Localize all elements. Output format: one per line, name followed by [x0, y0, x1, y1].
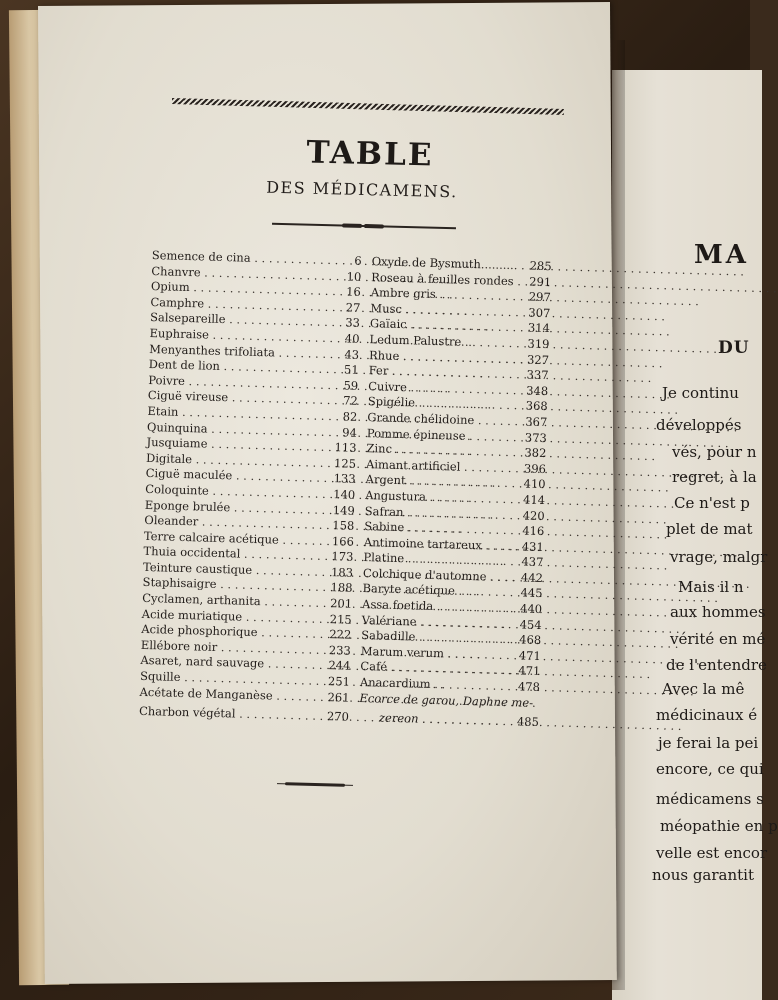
toc-entry-name-text: Ambre gris	[370, 285, 436, 302]
toc-entry-page: 420	[522, 507, 545, 523]
toc-entry-name-text: Baryte acétique	[362, 581, 456, 599]
toc-entry-name-italic: Daphne me-	[462, 693, 534, 710]
toc-entry-name-text: Assa foetida	[361, 597, 434, 614]
toc-entry-page: 410	[523, 476, 546, 492]
toc-entry-name: Acétate de Manganèse . . .	[139, 684, 329, 705]
toc-entry-name: Poivre . . .	[148, 373, 338, 394]
right-page-line: Avec la mê	[662, 680, 745, 698]
right-page-line: je ferai la pei	[658, 734, 759, 752]
toc-entry-page: 454	[519, 617, 542, 632]
toc-entry-name-text: Colchique d'automne	[362, 565, 487, 584]
toc-entry-name-text: Aimant artificiel	[365, 456, 461, 474]
right-page-line: méopathie en p	[660, 817, 778, 835]
toc-entry-page: 471	[518, 648, 541, 663]
toc-entry-name-text: Ecorce de garou,	[359, 690, 464, 708]
toc-entry-page: 59	[343, 378, 359, 393]
toc-entry-name-text: Gaïaic	[369, 316, 407, 332]
toc-entry-name: Euphraise . . .	[149, 326, 339, 347]
toc-entry-name: Cyclamen, arthanita . . .	[142, 591, 332, 612]
toc-entry-name-text: Rhue	[368, 347, 400, 363]
toc-entry-name: Coloquinte . . .	[145, 482, 335, 503]
toc-entry-page: 183	[330, 565, 354, 580]
toc-entry-name-text: Ledum Palustre	[369, 332, 462, 349]
toc-entry-name-text: Cuivre	[368, 378, 408, 394]
toc-entry-name: Quinquina . . .	[147, 419, 337, 440]
right-page-line: velle est encor	[656, 844, 768, 862]
page-subtitle: DES MÉDICAMENS.	[265, 177, 459, 202]
toc-entry-name: Semence de cina . . .	[152, 248, 342, 269]
toc-entry-name: Charbon végétal . . .	[139, 704, 329, 725]
toc-entry-name: Thuia occidental . . .	[143, 544, 333, 565]
right-page-heading: MA	[694, 240, 749, 270]
toc-entry-name: Digitale . . .	[146, 451, 336, 472]
toc-entry-name-text: Argent	[365, 472, 406, 488]
toc-entry-name: Oleander . . .	[144, 513, 334, 534]
toc-entry-name-text: Valériane	[361, 612, 417, 629]
toc-entry-name: Etain . . .	[147, 404, 337, 425]
toc-entry-page: 285	[529, 258, 552, 274]
toc-entry-page: 445	[520, 585, 543, 601]
toc-entry-name-text: Zinc	[366, 441, 393, 456]
toc-entry-name: Salsepareille . . .	[150, 310, 340, 331]
toc-entry-name-text: Roseau à feuilles rondes	[371, 269, 514, 288]
page-title: TABLE	[306, 134, 434, 174]
toc-entry-name-text: Safran	[364, 503, 404, 519]
right-page-line: vérité en mé	[670, 630, 766, 648]
toc-entry-page: 16	[346, 284, 362, 300]
toc-entry-name: Staphisaigre . . .	[142, 575, 332, 596]
toc-entry-page: 367	[525, 414, 548, 430]
toc-entry-name: Teinture caustique . . .	[143, 560, 333, 581]
toc-entry-name-text: Sabadille	[361, 628, 416, 644]
toc-entry-page: 201	[330, 596, 353, 611]
toc-entry-page: 319	[527, 336, 550, 352]
toc-entry-page: 215	[329, 611, 352, 627]
toc-entry-name: Camphre . . .	[150, 295, 340, 316]
toc-entry-name-text: Antimoine tartareux	[363, 534, 483, 553]
toc-entry-page: 437	[521, 554, 544, 570]
right-page-line: développés	[656, 416, 742, 434]
right-page-line: encore, ce qui	[656, 760, 764, 778]
toc-entry-name-text: Spigélie	[367, 394, 416, 410]
right-page-line: Ce n'est p	[674, 494, 750, 512]
right-page-line: aux hommes	[670, 603, 766, 621]
toc-entry-name-text: Angustura	[364, 487, 427, 504]
toc-entry-page: 327	[526, 352, 550, 367]
toc-entry-name: Asaret, nard sauvage . . .	[140, 653, 330, 674]
toc-entry-page: 468	[519, 632, 542, 648]
toc-entry-name-text: Pomme épineuse	[366, 425, 466, 443]
toc-entry-page: 43	[344, 346, 360, 362]
toc-entry-page: 261	[327, 689, 350, 705]
right-page-line: médicinaux é	[656, 706, 758, 724]
toc-entry-page: 251	[327, 674, 351, 689]
toc-entry-name: Ciguë vireuse . . .	[148, 388, 338, 409]
right-page-line: vés, pour n	[672, 443, 757, 461]
toc-entry-page: 33	[345, 315, 361, 331]
toc-entry-page: 133	[333, 471, 356, 487]
toc-entry-name: Ciguë maculée . . .	[145, 466, 335, 487]
toc-entry-name: Menyanthes trifoliata . . .	[149, 342, 339, 363]
toc-entry-name-text: Café	[360, 659, 388, 675]
toc-entry-page: 478	[517, 679, 541, 695]
toc-entry-page: 337	[526, 367, 549, 383]
toc-entry-page: 113	[334, 440, 357, 455]
right-page-subheading: DU	[718, 338, 750, 358]
toc-entry-page: 442	[520, 570, 544, 585]
toc-entry-page: 6	[354, 253, 362, 268]
toc-entry-page: 173	[331, 549, 354, 565]
toc-entry-page: 373	[524, 430, 548, 445]
toc-entry-name-text: Platine	[363, 550, 405, 566]
toc-entry-name: Ellébore noir . . .	[141, 638, 331, 659]
toc-entry-page: 307	[528, 305, 551, 320]
toc-entry-name: Squille . . .	[140, 669, 330, 690]
table-of-contents	[139, 248, 552, 731]
toc-entry-page: 348	[526, 383, 549, 398]
toc-entry-name: Terre calcaire acétique . . .	[144, 529, 334, 550]
right-page-line: de l'entendre	[666, 656, 767, 674]
right-page-line: plet de mat	[666, 520, 753, 538]
toc-entry-name-italic: zereon	[378, 710, 419, 726]
toc-entry-name-text: Anacardium	[359, 675, 431, 691]
toc-entry-page: 396	[523, 461, 547, 476]
toc-entry-name: Eponge brulée . . .	[145, 497, 335, 518]
toc-entry-page: 125	[333, 455, 357, 471]
toc-entry-name: Jusquiame . . .	[146, 435, 336, 456]
toc-entry-page: 270	[326, 709, 350, 724]
toc-entry-page: 40	[344, 331, 360, 346]
toc-entry-page: 440	[519, 601, 543, 617]
toc-entry-name	[359, 690, 534, 711]
toc-entry-name-text: Fer	[368, 363, 389, 378]
toc-entry-name: Chanvre . . .	[151, 264, 341, 285]
toc-entry-page: 244	[328, 658, 351, 674]
right-page-line: vrage, malgr	[670, 548, 768, 566]
toc-entry-page: 149	[332, 502, 355, 518]
right-page-line: nous garantit	[652, 866, 754, 884]
toc-entry-page: 431	[521, 539, 545, 554]
toc-entry-page: 233	[328, 642, 352, 658]
toc-entry-page: 27	[345, 300, 361, 315]
toc-entry-page: 82	[342, 409, 358, 424]
right-page-line: regret, à la	[672, 468, 757, 486]
right-page-line: Je continu	[662, 384, 739, 402]
toc-entry-page: 222	[329, 627, 352, 642]
toc-entry-name-text: Grande chélidoine	[367, 410, 475, 428]
toc-entry-page: 471	[518, 663, 541, 679]
toc-entry-page: 72	[342, 393, 358, 409]
toc-entry-name-text: Oxyde de Bysmuth	[371, 254, 482, 272]
toc-entry-page: 382	[524, 445, 547, 461]
toc-entry-name-text: Musc	[370, 300, 403, 316]
toc-entry-name-text: Marum verum	[360, 643, 445, 661]
toc-entry-name: Opium . . .	[151, 279, 341, 300]
toc-entry-page: 166	[331, 533, 355, 549]
toc-entry-page: 158	[332, 518, 355, 533]
toc-entry-page: 94	[342, 424, 358, 440]
toc-entry-page: 291	[529, 274, 552, 289]
toc-entry-name-text: Sabine	[364, 519, 405, 535]
toc-entry-page: 485	[516, 714, 540, 730]
right-page-line: médicamens s	[656, 790, 764, 808]
toc-entry-page: 140	[333, 487, 356, 502]
toc-entry-page: 414	[522, 492, 546, 507]
toc-entry-page: 10	[346, 269, 362, 284]
toc-entry-page: 297	[528, 289, 551, 305]
toc-entry-page: 314	[527, 320, 551, 336]
toc-entry-page: 416	[522, 523, 545, 539]
toc-entry-name: Acide muriatique . . .	[142, 607, 332, 628]
toc-entry-page: 368	[525, 398, 548, 414]
toc-entry-page: 51	[343, 362, 359, 377]
right-page-line: Mais il n	[678, 578, 744, 596]
toc-entry-name: Dent de lion . . .	[149, 357, 339, 378]
toc-entry-name: Acide phosphorique . . .	[141, 622, 331, 643]
toc-entry-page: 188	[330, 580, 353, 596]
